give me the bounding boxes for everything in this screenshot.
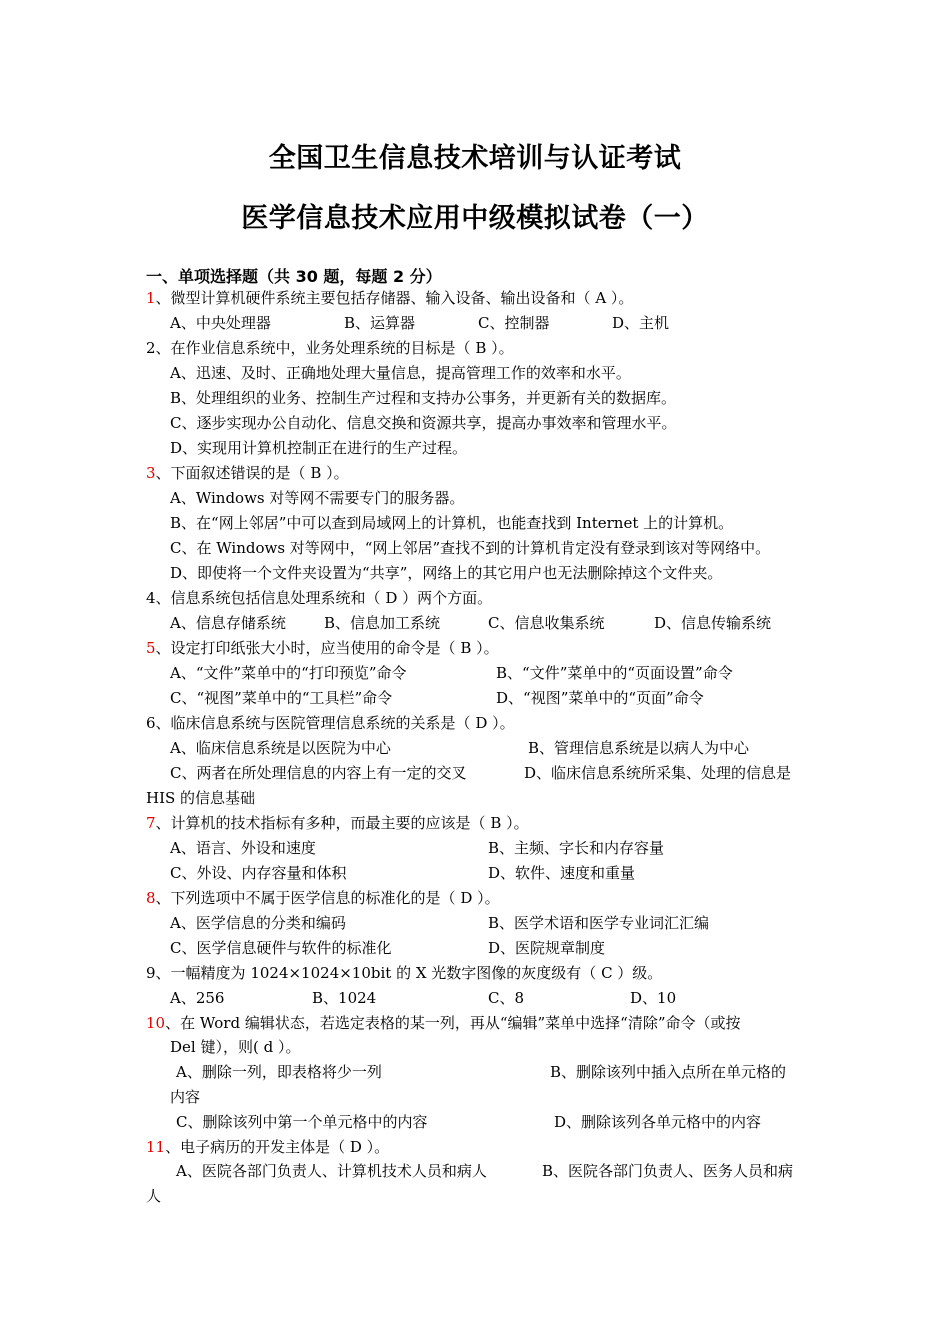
- question-5: [146, 638, 499, 658]
- question-number: 4: [146, 589, 156, 607]
- question-text: 、在 Word 编辑状态，若选定表格的某一列，再从“编辑”菜单中选择“清除”命令（或按: [165, 1014, 741, 1032]
- question-number: 1: [146, 289, 156, 307]
- question-number: 11: [146, 1138, 166, 1156]
- option: D、10: [630, 989, 677, 1007]
- option: C、两者在所处理信息的内容上有一定的交叉: [170, 764, 467, 782]
- option: A、语言、外设和速度: [170, 839, 316, 857]
- option: A、医院各部门负责人、计算机技术人员和病人: [176, 1162, 487, 1180]
- question-text: 、在作业信息系统中，业务处理系统的目标是（ B ）。: [155, 339, 514, 357]
- option: D、“视图”菜单中的“页面”命令: [496, 689, 704, 707]
- option: B、删除该列中插入点所在单元格的: [550, 1063, 787, 1081]
- option: B、主频、字长和内存容量: [488, 839, 665, 857]
- question-10: [146, 1013, 741, 1033]
- option: D、删除该列各单元格中的内容: [554, 1113, 762, 1131]
- question-number: 9: [146, 964, 156, 982]
- option: C、删除该列中第一个单元格中的内容: [176, 1113, 428, 1131]
- question-text: 、一幅精度为 1024×1024×10bit 的 X 光数字图像的灰度级有（ C ）级。: [155, 964, 663, 982]
- option: B、医院各部门负责人、医务人员和病: [542, 1162, 794, 1180]
- option: B、“文件”菜单中的“页面设置”命令: [496, 664, 733, 682]
- option: D、临床信息系统所采集、处理的信息是: [524, 764, 792, 782]
- option: A、删除一列，即表格将少一列: [176, 1063, 382, 1081]
- question-number: 7: [146, 814, 156, 832]
- question-9: [146, 963, 662, 983]
- question-number: 2: [146, 339, 156, 357]
- option: D、医院规章制度: [488, 939, 606, 957]
- option: B、处理组织的业务、控制生产过程和支持办公事务，并更新有关的数据库。: [170, 389, 677, 407]
- option: A、中央处理器: [170, 314, 271, 332]
- option: B、信息加工系统: [324, 614, 441, 632]
- option: A、医学信息的分类和编码: [170, 914, 346, 932]
- option: C、医学信息硬件与软件的标准化: [170, 939, 392, 957]
- option: A、迅速、及时、正确地处理大量信息，提高管理工作的效率和水平。: [170, 364, 631, 382]
- option: A、256: [170, 989, 225, 1007]
- question-text: 、下列选项中不属于医学信息的标准化的是（ D ）。: [155, 889, 500, 907]
- question-text: 、微型计算机硬件系统主要包括存储器、输入设备、输出设备和（ A ）。: [155, 289, 634, 307]
- option: C、8: [488, 989, 525, 1007]
- question-text: 、下面叙述错误的是（ B ）。: [155, 464, 349, 482]
- question-number: 8: [146, 889, 156, 907]
- question-11: [146, 1137, 389, 1157]
- option: B、运算器: [344, 314, 416, 332]
- question-8: [146, 888, 500, 908]
- question-text: 、电子病历的开发主体是（ D ）。: [165, 1138, 390, 1156]
- option: A、信息存储系统: [170, 614, 286, 632]
- option: A、“文件”菜单中的“打印预览”命令: [170, 664, 407, 682]
- question-text-continuation: Del 键），则( d ）。: [170, 1038, 301, 1056]
- option: C、“视图”菜单中的“工具栏”命令: [170, 689, 393, 707]
- question-number: 10: [146, 1014, 166, 1032]
- option: C、控制器: [478, 314, 550, 332]
- option: D、即使将一个文件夹设置为“共享”，网络上的其它用户也无法删除掉这个文件夹。: [170, 564, 723, 582]
- question-1: [146, 288, 633, 308]
- option: C、信息收集系统: [488, 614, 605, 632]
- option-continuation: 内容: [170, 1088, 201, 1106]
- question-text: 、设定打印纸张大小时，应当使用的命令是（ B ）。: [155, 639, 499, 657]
- option-continuation: HIS 的信息基础: [146, 789, 256, 807]
- question-number: 3: [146, 464, 156, 482]
- exam-title: 全国卫生信息技术培训与认证考试: [268, 143, 682, 174]
- question-6: [146, 713, 515, 733]
- question-number: 5: [146, 639, 156, 657]
- option-continuation: 人: [146, 1187, 162, 1205]
- option: A、Windows 对等网不需要专门的服务器。: [170, 489, 465, 507]
- question-3: [146, 463, 349, 483]
- option: A、临床信息系统是以医院为中心: [170, 739, 391, 757]
- option: C、外设、内存容量和体积: [170, 864, 347, 882]
- option: D、软件、速度和重量: [488, 864, 636, 882]
- option: D、主机: [612, 314, 670, 332]
- option: D、信息传输系统: [654, 614, 772, 632]
- option: D、实现用计算机控制正在进行的生产过程。: [170, 439, 468, 457]
- question-text: 、计算机的技术指标有多种，而最主要的应该是（ B ）。: [155, 814, 529, 832]
- option: B、医学术语和医学专业词汇汇编: [488, 914, 710, 932]
- question-number: 6: [146, 714, 156, 732]
- section-heading: 一、单项选择题（共 30 题，每题 2 分）: [146, 267, 442, 286]
- question-text: 、临床信息系统与医院管理信息系统的关系是（ D ）。: [155, 714, 515, 732]
- option: B、在“网上邻居”中可以查到局域网上的计算机，也能查找到 Internet 上的计算机。: [170, 514, 734, 532]
- question-2: [146, 338, 514, 358]
- option: B、管理信息系统是以病人为中心: [528, 739, 750, 757]
- option: B、1024: [312, 989, 377, 1007]
- option: C、在 Windows 对等网中，“网上邻居”查找不到的计算机肯定没有登录到该对等网络中。: [170, 539, 771, 557]
- question-7: [146, 813, 529, 833]
- paper-title: 医学信息技术应用中级模拟试卷（一）: [241, 203, 709, 234]
- option: C、逐步实现办公自动化、信息交换和资源共享，提高办事效率和管理水平。: [170, 414, 677, 432]
- question-4: [146, 588, 492, 608]
- question-text: 、信息系统包括信息处理系统和（ D ）两个方面。: [155, 589, 493, 607]
